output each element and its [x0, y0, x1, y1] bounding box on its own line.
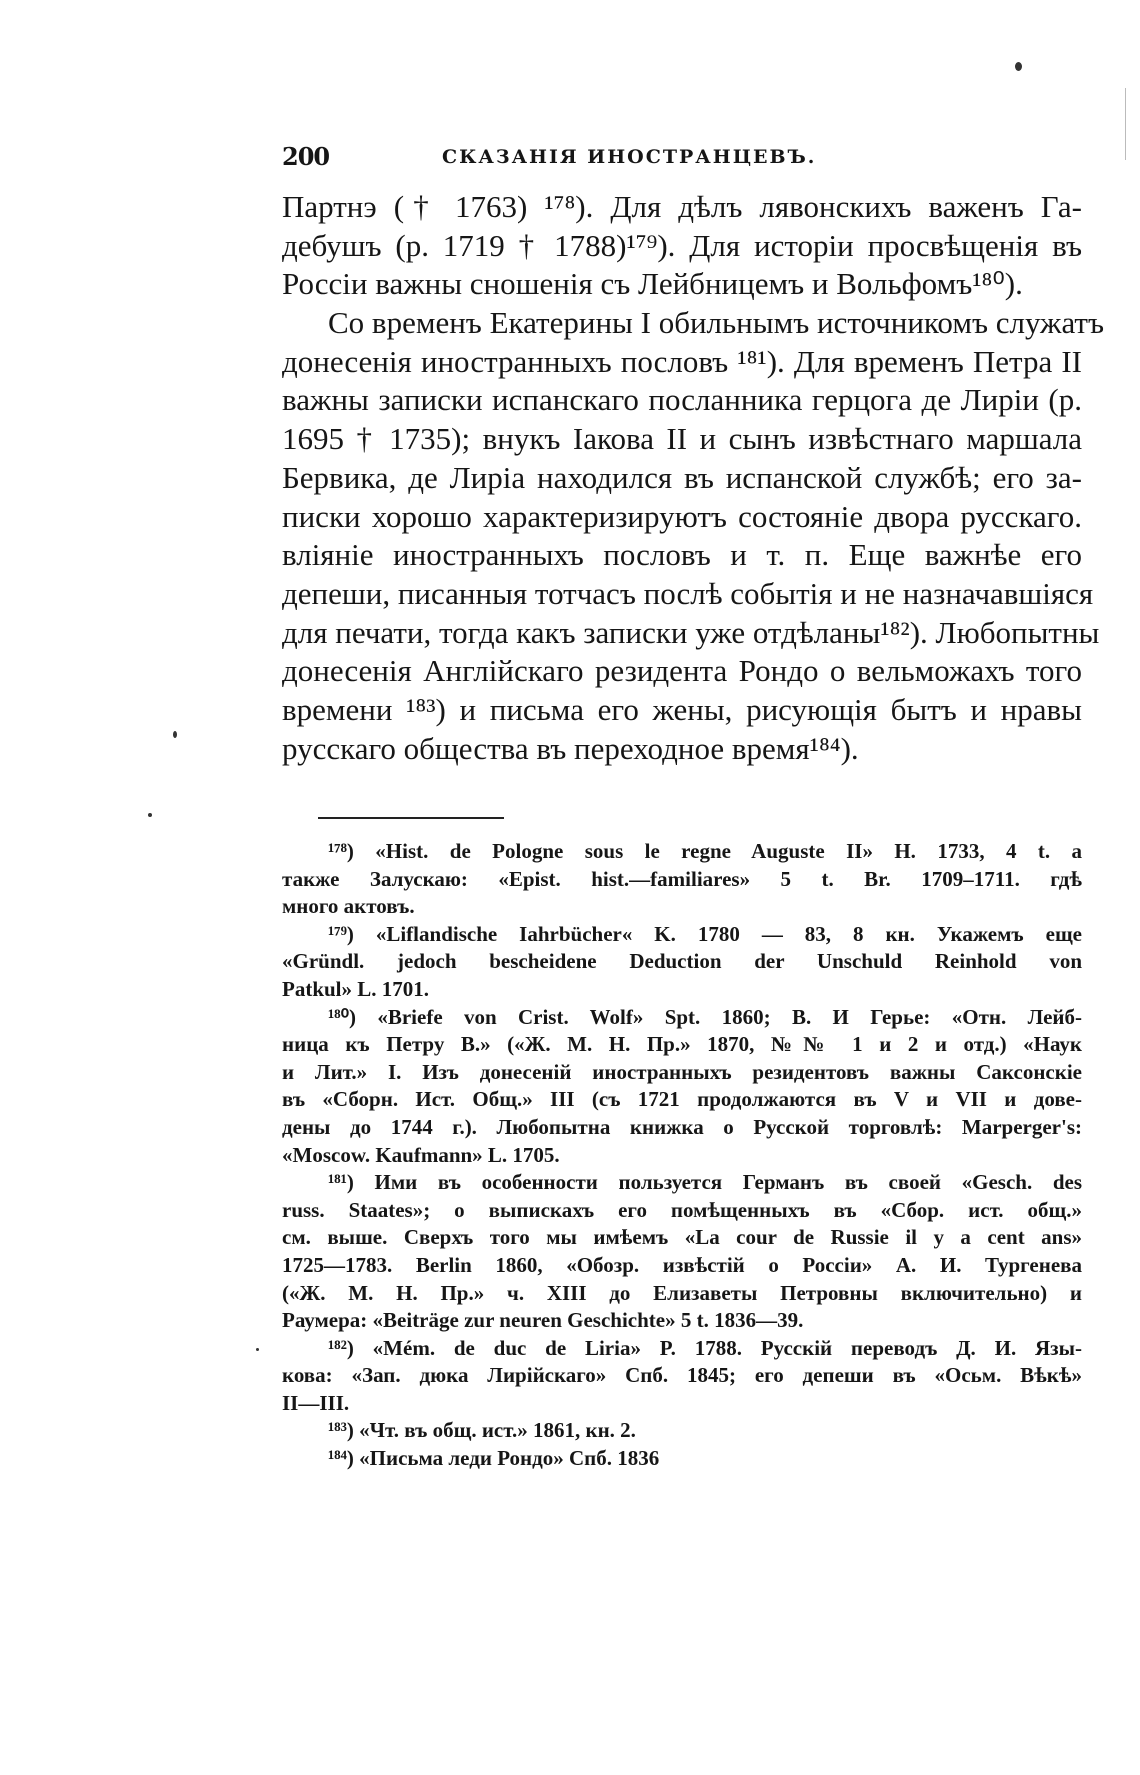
body-text	[282, 188, 1104, 768]
footnote-line: ¹⁷⁸) «Hist. de Pologne sous le regne Auguste II» H. 1733, 4 t. а	[328, 839, 1082, 863]
footnote-line: дены до 1744 г.). Любопытна книжка о Русской торговлѣ: Marperger's:	[282, 1114, 1082, 1139]
footnote-line: Patkul» L. 1701.	[282, 976, 430, 1001]
ink-speck	[256, 1348, 259, 1351]
ink-speck	[1015, 62, 1022, 71]
footnote-line: и Лит.» I. Изъ донесеній иностранныхъ резидентовъ важны Саксонскіе	[282, 1059, 1082, 1084]
body-line: донесенія Англійскаго резидента Рондо о вельможахъ того	[282, 653, 1082, 689]
footnote-line: ¹⁸⁴) «Письма леди Рондо» Спб. 1836	[328, 1446, 660, 1471]
scan-edge-line	[1125, 88, 1126, 160]
footnote-line: «Gründl. jedoch bescheidene Deduction der Unschuld Reinhold von	[282, 949, 1082, 974]
body-line: Партнэ († 1763) ¹⁷⁸). Для дѣлъ лявонскихъ важенъ Га-	[282, 189, 1082, 224]
running-title: СКАЗАНІЯ ИНОСТРАНЦЕВЪ.	[442, 146, 817, 168]
body-line: времени ¹⁸³) и письма его жены, рисующія бытъ и нравы	[282, 691, 1082, 727]
body-line: дебушъ (р. 1719 † 1788)¹⁷⁹). Для исторіи просвѣщенія въ	[282, 227, 1082, 263]
footnote-line: russ. Staates»; о выпискахъ его помѣщенныхъ въ «Сбор. ист. общ.»	[282, 1197, 1082, 1222]
ink-speck	[173, 731, 177, 738]
body-line: важны записки испанскаго посланника герцога де Лиріи (р.	[282, 382, 1082, 418]
body-line: Бервика, де Лиріа находился въ испанской службѣ; его за-	[282, 459, 1082, 495]
body-line: вліяніе иностранныхъ пословъ и т. п. Еще важнѣе его	[282, 537, 1082, 573]
footnote-line: ¹⁸¹) Ими въ особенности пользуется Германъ въ своей «Gesch. des	[328, 1170, 1082, 1195]
footnote-separator	[318, 817, 504, 819]
body-line: депеши, писанныя тотчасъ послѣ событія и не назначавшіяся	[282, 575, 1094, 611]
body-line: донесенія иностранныхъ пословъ ¹⁸¹). Для временъ Петра II	[282, 343, 1082, 379]
footnote-line: ¹⁷⁹) «Liflandische Iahrbücher« K. 1780 — 83, 8 кн. Укажемъ еще	[328, 921, 1082, 946]
footnote-line: много актовъ.	[282, 894, 415, 919]
footnote-line: Раумера: «Beiträge zur neuren Geschichte» 5 t. 1836—39.	[282, 1308, 804, 1333]
footnote-line: II—III.	[282, 1390, 350, 1415]
footnote-line: кова: «Зап. дюка Лирійскаго» Спб. 1845; его депеши въ «Осьм. Вѣкѣ»	[282, 1363, 1082, 1388]
body-line: Россіи важны сношенія съ Лейбницемъ и Вольфомъ¹⁸⁰).	[282, 266, 1023, 302]
footnote-line: («Ж. М. Н. Пр.» ч. XIII до Елизаветы Петровны включительно) и	[282, 1280, 1082, 1305]
footnote-line: ¹⁸²) «Mém. de duc de Liria» P. 1788. Русскій переводъ Д. И. Язы-	[328, 1335, 1082, 1360]
body-line: русскаго общества въ переходное время¹⁸⁴).	[282, 730, 859, 766]
footnote-line: см. выше. Сверхъ того мы имѣемъ «La cour de Russie il y a cent ans»	[282, 1225, 1082, 1250]
body-line: Со временъ Екатерины I обильнымъ источникомъ служатъ	[328, 305, 1104, 341]
page-header	[282, 140, 1082, 180]
page-number: 200	[282, 142, 330, 171]
footnote-line: ¹⁸⁰) «Briefe von Crist. Wolf» Spt. 1860; В. И Герье: «Отн. Лейб-	[328, 1004, 1082, 1029]
body-line: писки хорошо характеризируютъ состояніе двора русскаго.	[282, 498, 1082, 534]
footnotes	[282, 838, 1082, 1473]
body-line: для печати, тогда какъ записки уже отдѣланы¹⁸²). Любопытны	[282, 614, 1100, 650]
footnote-line: ница къ Петру В.» («Ж. М. Н. Пр.» 1870, №№ 1 и 2 и отд.) «Наук	[282, 1032, 1082, 1057]
footnote-line: въ «Сборн. Ист. Общ.» III (съ 1721 продолжаются въ V и VII и дове-	[282, 1087, 1082, 1112]
footnote-line: также Залускаю: «Epist. hist.—familiares» 5 t. Br. 1709–1711. гдѣ	[282, 866, 1082, 891]
body-line: 1695 † 1735); внукъ Іакова II и сынъ извѣстнаго маршала	[282, 421, 1082, 457]
footnote-line: «Moscow. Kaufmann» L. 1705.	[282, 1142, 560, 1167]
ink-speck	[148, 813, 152, 817]
footnote-line: ¹⁸³) «Чт. въ общ. ист.» 1861, кн. 2.	[328, 1418, 636, 1443]
footnote-line: 1725—1783. Berlin 1860, «Обозр. извѣстій о Россіи» А. И. Тургенева	[282, 1252, 1082, 1277]
